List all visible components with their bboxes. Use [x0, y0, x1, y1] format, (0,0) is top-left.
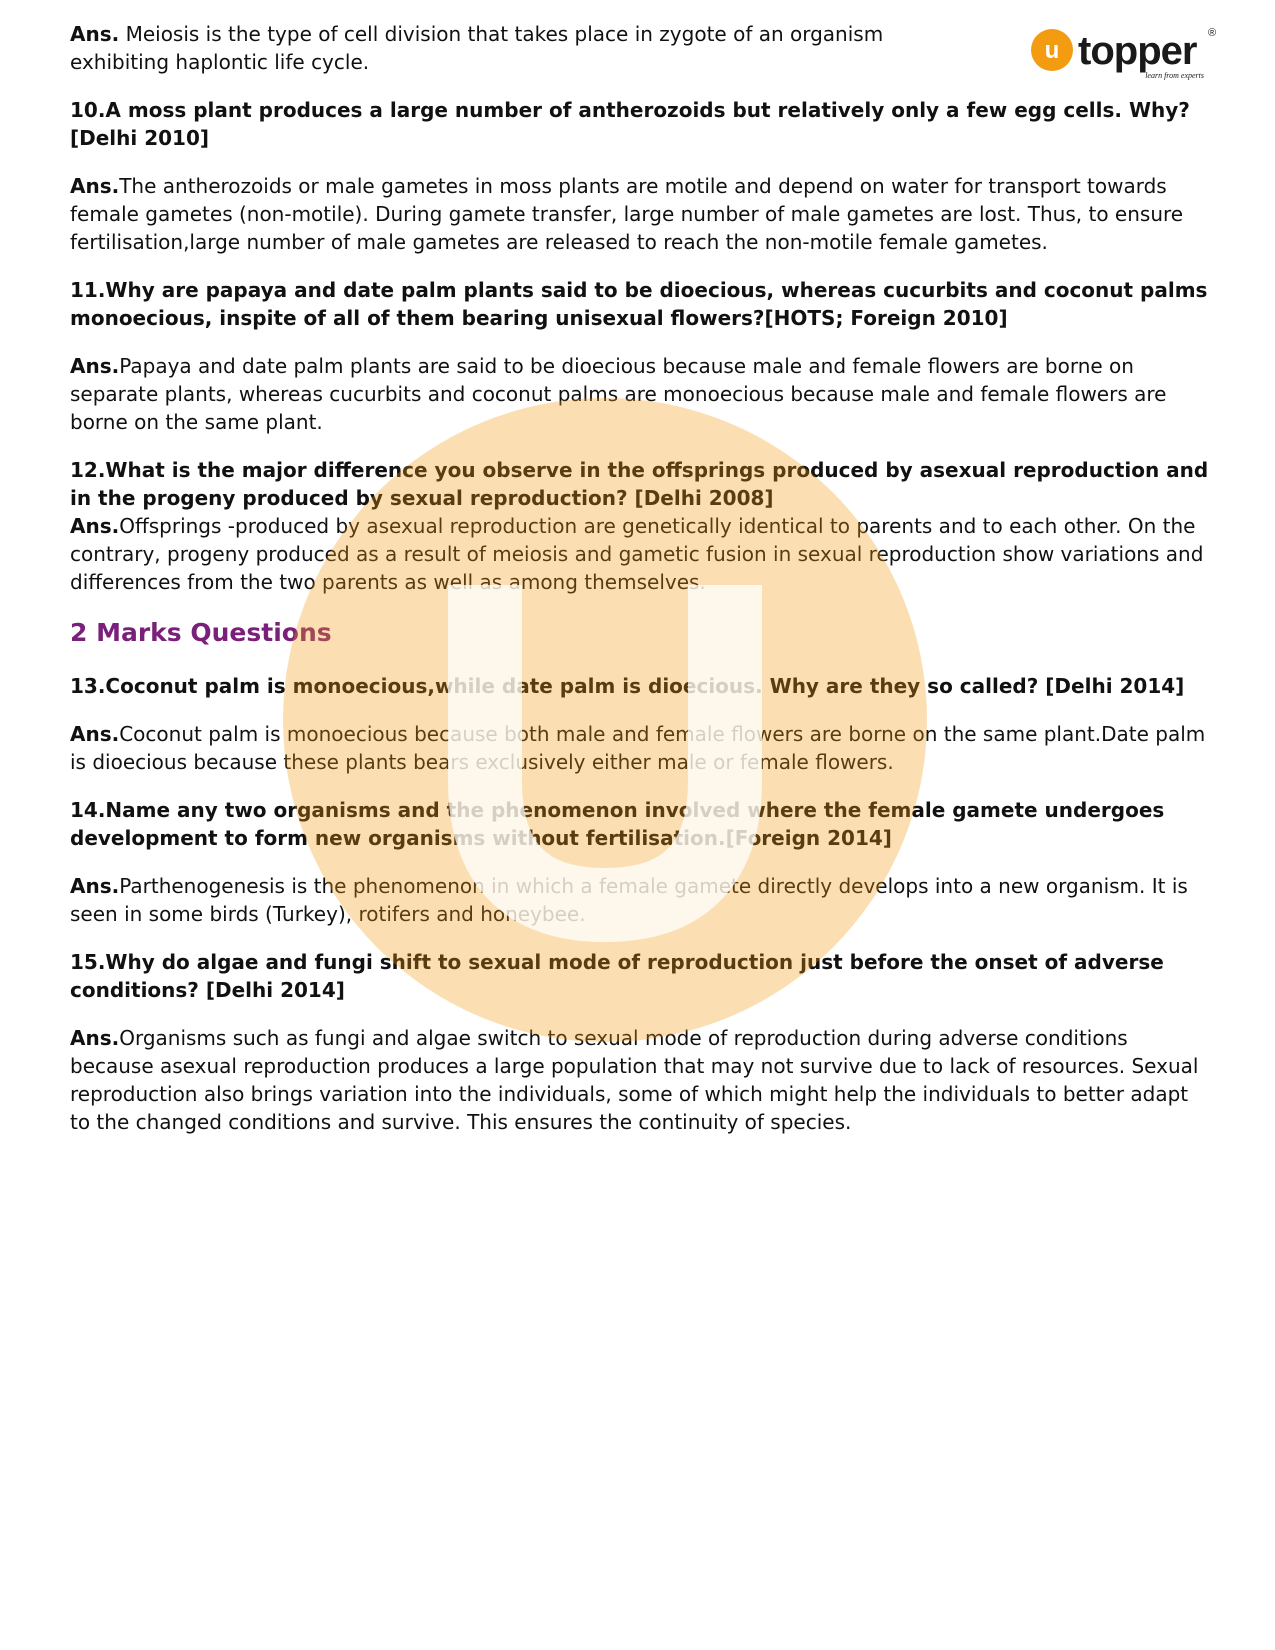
- answer-label: Ans.: [70, 354, 120, 378]
- answer-text: The antherozoids or male gametes in moss plants are motile and depend on water for transport towards female gametes (non-motile). During gamete transfer, large number of male gametes are lost. Thus, to ensure fertilisation,large number of male gametes are released to reach the non-motile female gametes.: [70, 174, 1184, 254]
- question-block-11: [70, 276, 1210, 436]
- question-block-13: [70, 672, 1210, 776]
- question-text: 13.Coconut palm is monoecious,while date palm is dioecious. Why are they so called? [Delhi 2014]: [70, 674, 1185, 698]
- question-text: 11.Why are papaya and date palm plants said to be dioecious, whereas cucurbits and coconut palms monoecious, inspite of all of them bearing unisexual flowers?[HOTS; Foreign 2010]: [70, 278, 1208, 330]
- answer: [70, 172, 1210, 256]
- document-page: [70, 20, 1210, 1156]
- answer-text: Coconut palm is monoecious because both male and female flowers are borne on the same plant.Date palm is dioecious because these plants bears exclusively either male or female flowers.: [70, 722, 1206, 774]
- answer: [70, 720, 1210, 776]
- answer-label: Ans.: [70, 722, 120, 746]
- topper-logo: [1030, 22, 1230, 84]
- answer-label: Ans.: [70, 22, 120, 46]
- question-block-12: [70, 456, 1210, 596]
- logo-badge-letter: u: [1044, 37, 1060, 64]
- answer-label: Ans.: [70, 1026, 120, 1050]
- question-text: 14.Name any two organisms and the phenomenon involved where the female gamete undergoes development to form new organisms without fertilisation.[Foreign 2014]: [70, 798, 1165, 850]
- question-block-14: [70, 796, 1210, 928]
- answer: [70, 352, 1210, 436]
- answer: [70, 1024, 1210, 1136]
- question-text: 15.Why do algae and fungi shift to sexual mode of reproduction just before the onset of adverse conditions? [Delhi 2014]: [70, 950, 1164, 1002]
- answer-label: Ans.: [70, 514, 120, 538]
- answer-label: Ans.: [70, 174, 120, 198]
- question-text: 12.What is the major difference you observe in the offsprings produced by asexual reproduction and in the progeny produced by sexual reproduction? [Delhi 2008]: [70, 458, 1209, 510]
- answer: [70, 512, 1210, 596]
- question-block-15: [70, 948, 1210, 1136]
- answer-text: Meiosis is the type of cell division that takes place in zygote of an organism exhibiting haplontic life cycle.: [70, 22, 884, 74]
- answer-text: Offsprings -produced by asexual reproduction are genetically identical to parents and to each other. On the contrary, progeny produced as a result of meiosis and gametic fusion in sexual reproduction show variations and differences from the two parents as well as among themselves.: [70, 514, 1204, 594]
- answer-text: Parthenogenesis is the phenomenon in which a female gamete directly develops into a new organism. It is seen in some birds (Turkey), rotifers and honeybee.: [70, 874, 1188, 926]
- question-block-10: [70, 96, 1210, 256]
- logo-registered-mark: ®: [1208, 27, 1217, 39]
- answer: [70, 872, 1210, 928]
- answer-label: Ans.: [70, 874, 120, 898]
- section-heading: 2 Marks Questions: [70, 618, 332, 647]
- question-text: 10.A moss plant produces a large number of antherozoids but relatively only a few egg cells. Why? [Delhi 2010]: [70, 98, 1190, 150]
- answer-text: Papaya and date palm plants are said to be dioecious because male and female flowers are borne on separate plants, whereas cucurbits and coconut palms are monoecious because male and female flowers are borne on the same plant.: [70, 354, 1167, 434]
- logo-wordmark: topper: [1078, 29, 1197, 73]
- intro-answer: [70, 20, 980, 76]
- answer-text: Organisms such as fungi and algae switch to sexual mode of reproduction during adverse conditions because asexual reproduction produces a large population that may not survive due to lack of resources. Sexual reproduction also brings variation into the individuals, some of which might help the individuals to better adapt to the changed conditions and survive. This ensures the continuity of species.: [70, 1026, 1199, 1134]
- logo-tagline: learn from experts: [1145, 71, 1204, 80]
